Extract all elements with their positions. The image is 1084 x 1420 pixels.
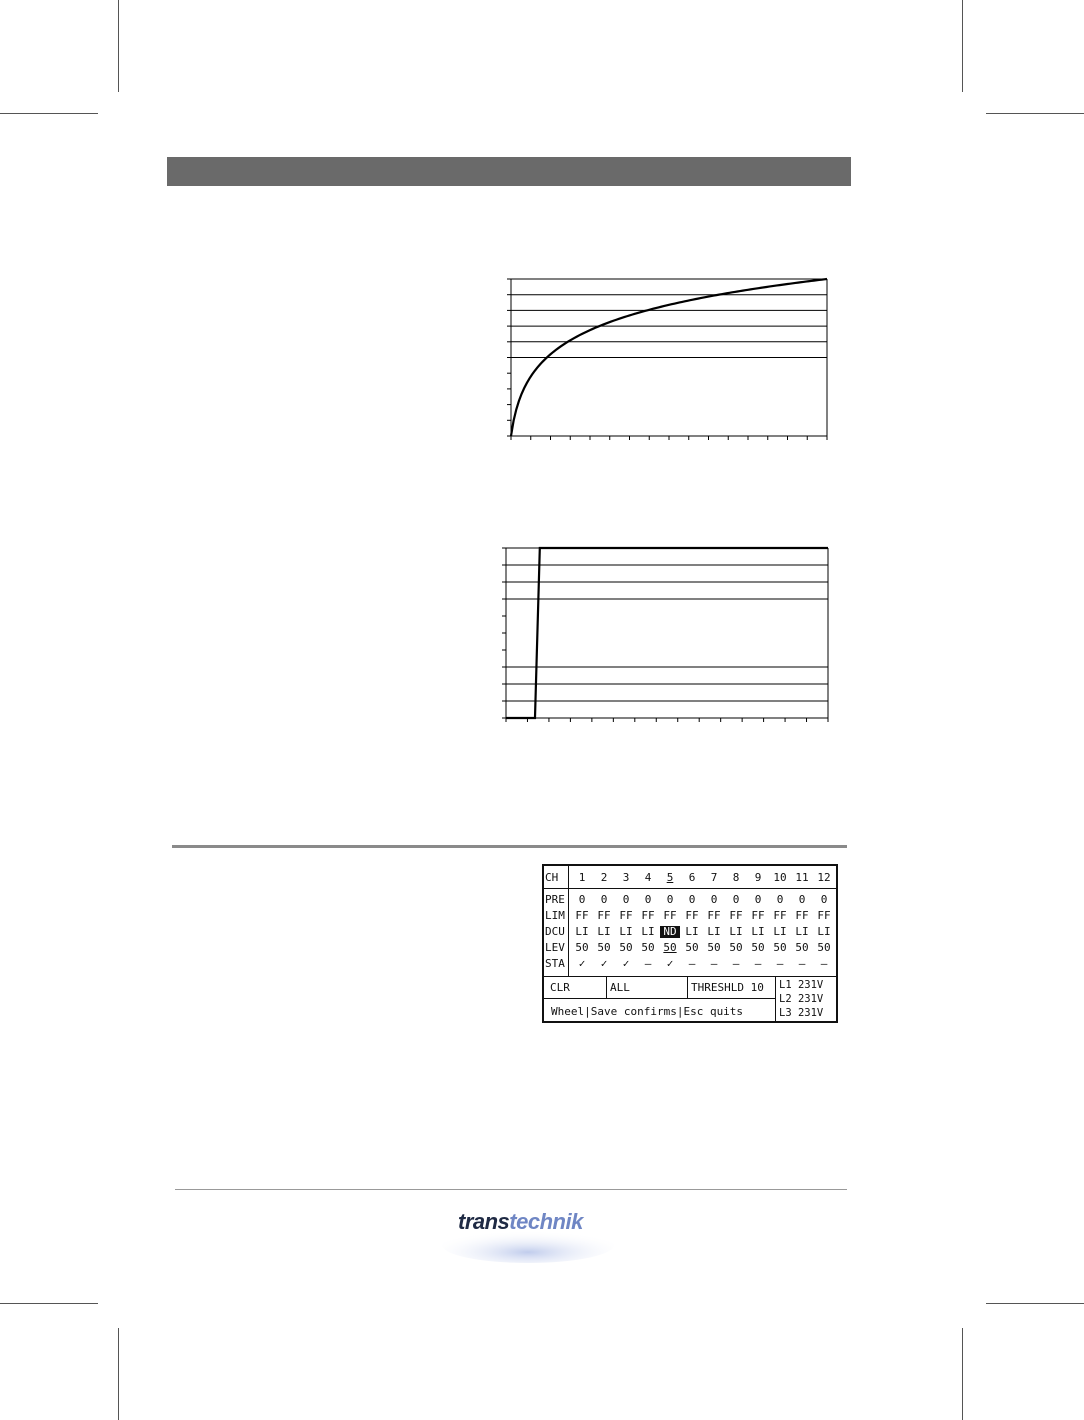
channel-header: 1: [578, 871, 586, 884]
lcd-row-label: STA: [545, 957, 565, 970]
lcd-value-cell: 50: [685, 941, 699, 954]
log-curve-chart: [503, 272, 835, 446]
lcd-value-cell: 50: [817, 941, 831, 954]
lcd-value-cell: ✓: [600, 957, 608, 970]
lcd-value-cell: 50: [641, 941, 655, 954]
lcd-value-cell: 0: [732, 893, 740, 906]
lcd-header-label: CH: [545, 871, 559, 884]
lcd-value-cell: FF: [597, 909, 611, 922]
crop-mark: [118, 1328, 119, 1420]
lcd-value-cell: 50: [575, 941, 589, 954]
lcd-value-cell: LI: [641, 925, 655, 938]
lcd-value-cell: 50: [729, 941, 743, 954]
lcd-value-cell: –: [820, 957, 828, 970]
lcd-value-cell: 0: [798, 893, 806, 906]
lcd-value-cell: 0: [644, 893, 652, 906]
lcd-value-cell: LI: [773, 925, 787, 938]
lcd-voltage-reading: L3 231V: [779, 1007, 824, 1019]
lcd-value-cell: ND: [660, 926, 680, 938]
channel-header: 8: [732, 871, 740, 884]
transtechnik-logo: [440, 1203, 616, 1263]
lcd-value-cell: 0: [688, 893, 696, 906]
lcd-threshold-label: THRESHLD 10: [691, 981, 764, 994]
channel-header: 5: [666, 871, 674, 884]
lcd-value-cell: 50: [795, 941, 809, 954]
lcd-value-cell: ✓: [578, 957, 586, 970]
lcd-value-cell: –: [754, 957, 762, 970]
channel-header: 3: [622, 871, 630, 884]
lcd-value-cell: 0: [600, 893, 608, 906]
lcd-value-cell: –: [798, 957, 806, 970]
channel-settings-display: [542, 864, 838, 1023]
lcd-all-label: ALL: [610, 981, 630, 994]
lcd-value-cell: 0: [622, 893, 630, 906]
lcd-value-cell: FF: [619, 909, 633, 922]
crop-mark: [962, 0, 963, 92]
logo-text-technik: technik: [509, 1209, 583, 1234]
lcd-value-cell: LI: [707, 925, 721, 938]
lcd-row-label: LIM: [545, 909, 565, 922]
lcd-value-cell: FF: [663, 909, 677, 922]
lcd-voltage-reading: L2 231V: [779, 993, 824, 1005]
lcd-value-cell: 50: [751, 941, 765, 954]
lcd-divider-clr: [606, 976, 607, 998]
lcd-value-cell: LI: [729, 925, 743, 938]
lcd-value-cell: LI: [817, 925, 831, 938]
lcd-value-cell: 0: [710, 893, 718, 906]
channel-header: 11: [795, 871, 809, 884]
lcd-voltage-reading: L1 231V: [779, 979, 824, 991]
lcd-divider-vertical: [568, 866, 569, 976]
step-curve-chart: [497, 541, 835, 727]
lcd-divider-voltage: [775, 976, 776, 1021]
lcd-value-cell: FF: [641, 909, 655, 922]
lcd-value-cell: FF: [817, 909, 831, 922]
data-series-curve: [506, 548, 828, 718]
channel-header: 12: [817, 871, 831, 884]
lcd-divider-hint: [544, 998, 775, 999]
lcd-value-cell: FF: [795, 909, 809, 922]
lcd-value-cell: FF: [685, 909, 699, 922]
lcd-row-label: LEV: [545, 941, 565, 954]
lcd-value-cell: ✓: [622, 957, 630, 970]
lcd-value-cell: LI: [597, 925, 611, 938]
lcd-value-cell: 50: [663, 941, 677, 954]
lcd-value-cell: LI: [575, 925, 589, 938]
lcd-divider-bottom: [544, 976, 836, 977]
footer-rule: [175, 1189, 847, 1190]
lcd-value-cell: 0: [578, 893, 586, 906]
logo-text-trans: trans: [458, 1209, 510, 1234]
lcd-value-cell: 50: [619, 941, 633, 954]
lcd-value-cell: –: [688, 957, 696, 970]
channel-header: 6: [688, 871, 696, 884]
lcd-value-cell: FF: [729, 909, 743, 922]
lcd-value-cell: ✓: [666, 957, 674, 970]
lcd-value-cell: LI: [795, 925, 809, 938]
channel-header: 4: [644, 871, 652, 884]
lcd-row-label: DCU: [545, 925, 565, 938]
lcd-divider-all: [687, 976, 688, 998]
channel-header: 10: [773, 871, 787, 884]
crop-mark: [986, 113, 1084, 114]
lcd-divider-header: [544, 888, 836, 889]
lcd-value-cell: FF: [751, 909, 765, 922]
lcd-value-cell: –: [776, 957, 784, 970]
crop-mark: [0, 1303, 98, 1304]
channel-header: 2: [600, 871, 608, 884]
lcd-value-cell: –: [710, 957, 718, 970]
crop-mark: [118, 0, 119, 92]
lcd-value-cell: 0: [820, 893, 828, 906]
lcd-value-cell: 50: [707, 941, 721, 954]
lcd-value-cell: 0: [754, 893, 762, 906]
crop-mark: [962, 1328, 963, 1420]
lcd-value-cell: LI: [619, 925, 633, 938]
lcd-value-cell: LI: [685, 925, 699, 938]
lcd-value-cell: FF: [773, 909, 787, 922]
section-header-bar: [167, 157, 851, 186]
lcd-hint-text: Wheel|Save confirms|Esc quits: [551, 1005, 744, 1018]
lcd-value-cell: 50: [773, 941, 787, 954]
lcd-value-cell: FF: [707, 909, 721, 922]
lcd-value-cell: 0: [776, 893, 784, 906]
lcd-value-cell: LI: [751, 925, 765, 938]
channel-header: 7: [710, 871, 718, 884]
lcd-value-cell: –: [732, 957, 740, 970]
lcd-value-cell: FF: [575, 909, 589, 922]
section-divider: [172, 845, 847, 848]
lcd-value-cell: 0: [666, 893, 674, 906]
channel-header: 9: [754, 871, 762, 884]
lcd-value-cell: –: [644, 957, 652, 970]
lcd-clr-label: CLR: [550, 981, 570, 994]
crop-mark: [0, 113, 98, 114]
lcd-value-cell: 50: [597, 941, 611, 954]
crop-mark: [986, 1303, 1084, 1304]
lcd-row-label: PRE: [545, 893, 565, 906]
